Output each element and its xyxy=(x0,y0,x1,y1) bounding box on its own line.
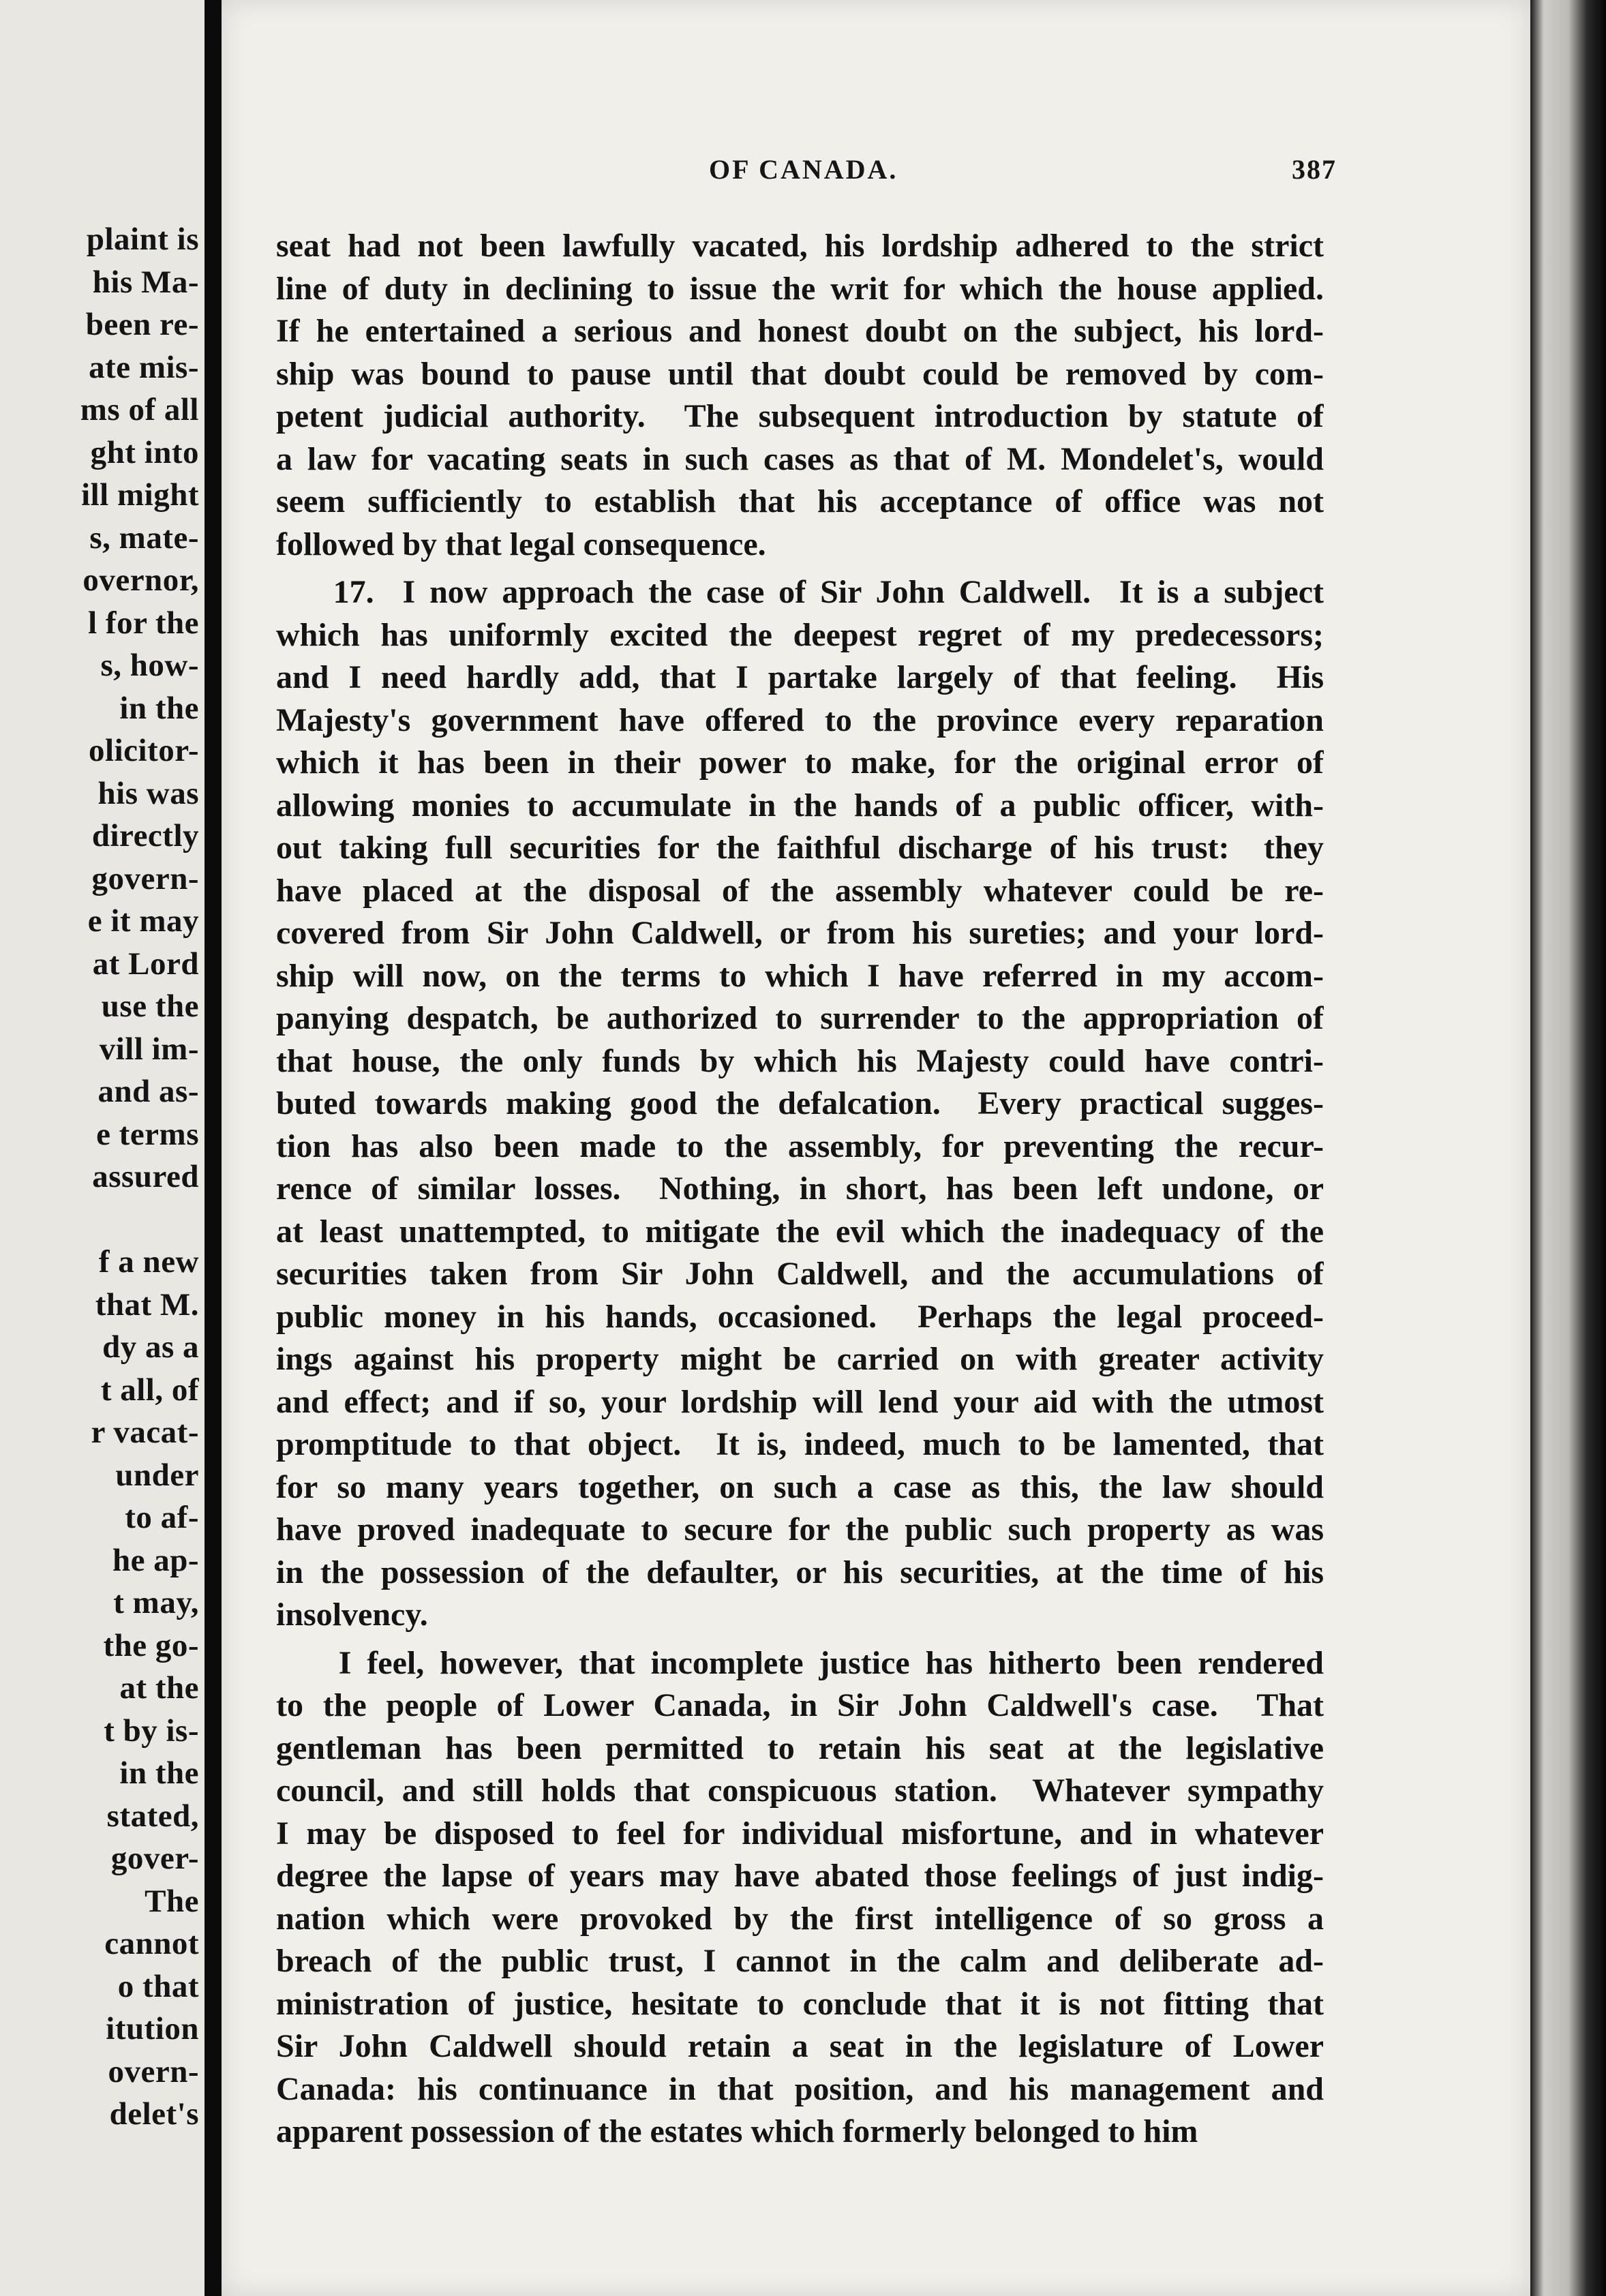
text-line: seem sufficiently to establish that his acceptance of office was not xyxy=(276,483,1324,519)
left-page-line: his was xyxy=(97,775,199,811)
text-line: rence of similar losses. Nothing, in short, has been left undone, or xyxy=(276,1170,1324,1207)
text-line: tion has also been made to the assembly, for preventing the recur- xyxy=(276,1128,1324,1164)
text-line: promptitude to that object. It is, indeed, much to be lamented, that xyxy=(276,1426,1324,1462)
text-line: insolvency. xyxy=(276,1597,428,1633)
left-page-line: t by is- xyxy=(104,1712,199,1749)
text-line: gentleman has been permitted to retain his seat at the legislative xyxy=(276,1729,1324,1766)
left-page-line: gover- xyxy=(110,1841,199,1876)
running-head: OF CANADA. xyxy=(709,154,898,185)
text-line: securities taken from Sir John Caldwell, and the accumulations of xyxy=(276,1256,1324,1292)
text-line: and I need hardly add, that I partake largely of that feeling. His xyxy=(276,659,1324,695)
text-line: nation which were provoked by the first intelligence of so gross a xyxy=(276,1900,1324,1937)
text-line: that house, the only funds by which his Majesty could have contri- xyxy=(276,1042,1324,1079)
text-line: council, and still holds that conspicuous station. Whatever sympathy xyxy=(276,1772,1324,1809)
left-page-line: stated, xyxy=(106,1798,199,1834)
left-page-line: ill might xyxy=(81,477,199,513)
text-line: which has uniformly excited the deepest regret of my predecessors; xyxy=(276,616,1324,653)
left-page-line: he ap- xyxy=(112,1542,199,1578)
text-line: ship was bound to pause until that doubt could be removed by com- xyxy=(276,355,1324,392)
text-line: Sir John Caldwell should retain a seat in the legislature of Lower xyxy=(276,2028,1324,2064)
text-line: I may be disposed to feel for individual misfortune, and in whatever xyxy=(276,1815,1324,1852)
page-number: 387 xyxy=(1292,154,1337,185)
left-page-line: and as- xyxy=(97,1074,199,1109)
text-line: in the possession of the defaulter, or his securities, at the time of his xyxy=(276,1554,1324,1590)
left-page-line: e it may xyxy=(87,903,199,939)
left-page-line: ght into xyxy=(90,434,199,470)
left-page-line: cannot xyxy=(104,1926,199,1961)
page-edge-shadow xyxy=(1530,0,1606,2296)
text-line: public money in his hands, occasioned. Perhaps the legal proceed- xyxy=(276,1298,1324,1335)
left-page-line: ms of all xyxy=(80,392,199,427)
left-page-line: ate mis- xyxy=(89,349,199,385)
left-page-fragment xyxy=(0,0,204,2296)
left-page-line: t may, xyxy=(113,1585,199,1620)
text-line: covered from Sir John Caldwell, or from his sureties; and your lord- xyxy=(276,915,1324,951)
text-line: apparent possession of the estates which formerly belonged to him xyxy=(276,2113,1198,2149)
left-page-line: e terms xyxy=(96,1116,199,1152)
text-line: panying despatch, be authorized to surrender to the appropriation of xyxy=(276,1000,1324,1036)
text-line: at least unattempted, to mitigate the evil which the inadequacy of the xyxy=(276,1213,1324,1250)
left-page-text xyxy=(0,218,199,2136)
text-line: a law for vacating seats in such cases as that of M. Mondelet's, would xyxy=(276,440,1324,477)
text-line: have placed at the disposal of the assembly whatever could be re- xyxy=(276,872,1324,909)
left-page-line: overn- xyxy=(108,2053,199,2089)
page-header xyxy=(709,153,1337,194)
text-line: 17. I now approach the case of Sir John Caldwell. It is a subject xyxy=(276,574,1324,610)
left-page-line: directly xyxy=(91,818,199,854)
left-page-line xyxy=(0,1198,199,1241)
paragraph xyxy=(276,1642,1324,2154)
left-page-line: at Lord xyxy=(92,946,199,982)
paragraph-gap xyxy=(276,1637,1324,1642)
text-line: Majesty's government have offered to the province every reparation xyxy=(276,701,1324,738)
left-page-line: that M. xyxy=(95,1286,199,1323)
left-page-line: been re- xyxy=(85,307,199,342)
text-line: followed by that legal consequence. xyxy=(276,526,766,562)
text-line: seat had not been lawfully vacated, his lordship adhered to the strict xyxy=(276,228,1324,264)
left-page-line: in the xyxy=(119,690,199,726)
text-line: breach of the public trust, I cannot in the calm and deliberate ad- xyxy=(276,1943,1324,1979)
left-page-line: in the xyxy=(119,1755,199,1791)
left-page-line: use the xyxy=(101,988,199,1024)
left-page-line: vill im- xyxy=(99,1031,199,1067)
left-page-line: assured xyxy=(92,1159,199,1194)
text-line: ship will now, on the terms to which I have referred in my accom- xyxy=(276,957,1324,994)
text-line: allowing monies to accumulate in the hands of a public officer, with- xyxy=(276,787,1324,824)
paragraph-gap xyxy=(276,566,1324,571)
left-page-line: f a new xyxy=(98,1244,199,1280)
left-page-line: under xyxy=(115,1457,199,1493)
text-line: out taking full securities for the faithful discharge of his trust: they xyxy=(276,830,1324,866)
left-page-line: The xyxy=(145,1883,199,1919)
text-line: petent judicial authority. The subsequent introduction by statute of xyxy=(276,398,1324,434)
text-line: buted towards making good the defalcation. Every practical sugges- xyxy=(276,1085,1324,1121)
left-page-line: to af- xyxy=(125,1500,199,1535)
text-line: ministration of justice, hesitate to conclude that it is not fitting that xyxy=(276,1985,1324,2022)
left-page-line: delet's xyxy=(109,2096,199,2132)
body-text xyxy=(276,225,1324,2154)
text-line: to the people of Lower Canada, in Sir John Caldwell's case. That xyxy=(276,1687,1324,1723)
left-page-line: overnor, xyxy=(82,562,199,598)
left-page-line: o that xyxy=(117,1968,199,2004)
left-page-line: plaint is xyxy=(86,222,199,257)
left-page-line: t all, of xyxy=(100,1372,199,1408)
left-page-line: l for the xyxy=(88,605,199,641)
left-page-line: r vacat- xyxy=(91,1415,199,1450)
text-line: which it has been in their power to make, for the original error of xyxy=(276,744,1324,781)
text-line: have proved inadequate to secure for the public such property as was xyxy=(276,1511,1324,1547)
text-line: degree the lapse of years may have abated those feelings of just indig- xyxy=(276,1858,1324,1894)
text-line: Canada: his continuance in that position, and his management and xyxy=(276,2070,1324,2107)
text-line: ings against his property might be carried on with greater activity xyxy=(276,1341,1324,1377)
left-page-line: his Ma- xyxy=(92,264,199,300)
text-line: I feel, however, that incomplete justice has hitherto been rendered xyxy=(276,1644,1324,1681)
left-page-line: olicitor- xyxy=(89,733,199,768)
left-page-line: the go- xyxy=(103,1627,199,1663)
left-page-line: at the xyxy=(119,1670,199,1706)
left-page-line: dy as a xyxy=(102,1329,199,1365)
text-line: line of duty in declining to issue the writ for which the house applied. xyxy=(276,270,1324,307)
left-page-line: itution xyxy=(106,2011,199,2046)
text-line: If he entertained a serious and honest doubt on the subject, his lord- xyxy=(276,313,1324,349)
left-page-line: govern- xyxy=(91,860,199,896)
text-line: and effect; and if so, your lordship will lend your aid with the utmost xyxy=(276,1383,1324,1420)
paragraph xyxy=(276,225,1324,566)
text-line: for so many years together, on such a case as this, the law should xyxy=(276,1468,1324,1505)
left-page-line: s, mate- xyxy=(89,519,199,556)
left-page-line: s, how- xyxy=(100,648,199,683)
paragraph xyxy=(276,571,1324,1637)
